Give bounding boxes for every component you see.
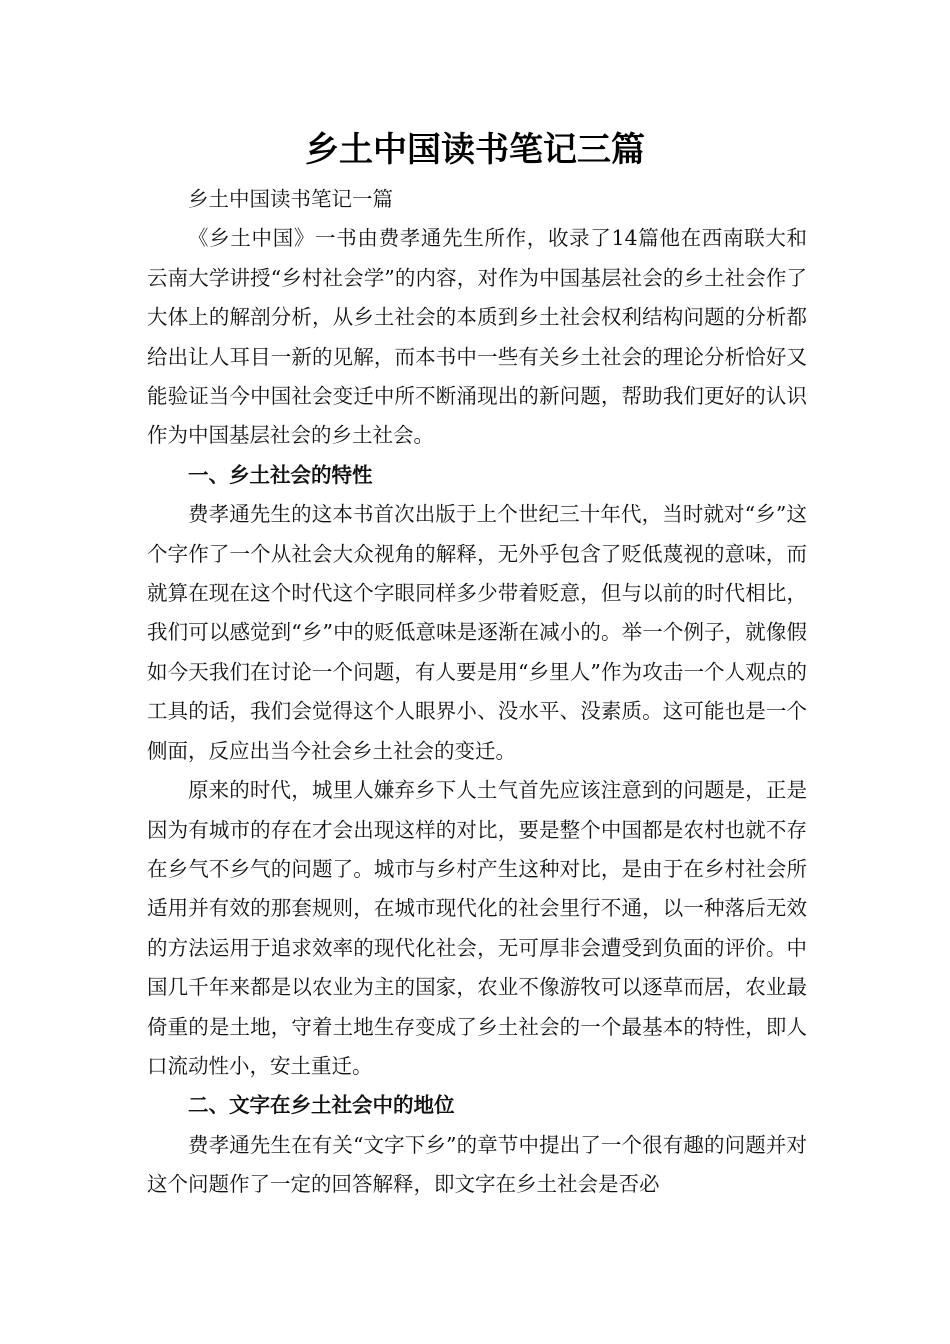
section1-paragraph-2: 原来的时代，城里人嫌弃乡下人土气首先应该注意到的问题是，正是因为有城市的存在才会出现这样的对比，要是整个中国都是农村也就不存在乡气不乡气的问题了。城市与乡村产生这种对比，是由于在乡村社会所适用并有效的那套规则，在城市现代化的社会里行不通，以一种落后无效的方法运用于追求效率的现代化社会，无可厚非会遭受到负面的评价。中国几千年来都是以农业为主的国家，农业不像游牧可以逐草而居，农业最倚重的是土地，守着土地生存变成了乡土社会的一个最基本的特性，即人口流动性小，安土重迁。 [147, 778, 807, 1078]
subtitle-line: 乡土中国读书笔记一篇 [188, 187, 393, 211]
document-body [147, 180, 807, 1205]
section-heading-2: 二、文字在乡土社会中的地位 [188, 1093, 455, 1118]
section-heading-1: 一、乡土社会的特性 [188, 462, 373, 487]
intro-paragraph: 《乡土中国》一书由费孝通先生所作，收录了14篇他在西南联大和云南大学讲授“乡村社会学”的内容，对作为中国基层社会的乡土社会作了大体上的解剖分析，从乡土社会的本质到乡土社会权利结构问题的分析都给出让人耳目一新的见解，而本书中一些有关乡土社会的理论分析恰好又能验证当今中国社会变迁中所不断涌现出的新问题，帮助我们更好的认识作为中国基层社会的乡土社会。 [147, 226, 807, 448]
section2-paragraph-1: 费孝通先生在有关“文字下乡”的章节中提出了一个很有趣的问题并对这个问题作了一定的回答解释，即文字在乡土社会是否必 [147, 1132, 807, 1197]
section1-paragraph-1: 费孝通先生的这本书首次出版于上个世纪三十年代，当时就对“乡”这个字作了一个从社会大众视角的解释，无外乎包含了贬低蔑视的意味，而就算在现在这个时代这个字眼同样多少带着贬意，但与以前的时代相比，我们可以感觉到“乡”中的贬低意味是逐渐在减小的。举一个例子，就像假如今天我们在讨论一个问题，有人要是用“乡里人”作为攻击一个人观点的工具的话，我们会觉得这个人眼界小、没水平、没素质。这可能也是一个侧面，反应出当今社会乡土社会的变迁。 [147, 502, 807, 763]
document-title: 乡土中国读书笔记三篇 [305, 130, 645, 170]
